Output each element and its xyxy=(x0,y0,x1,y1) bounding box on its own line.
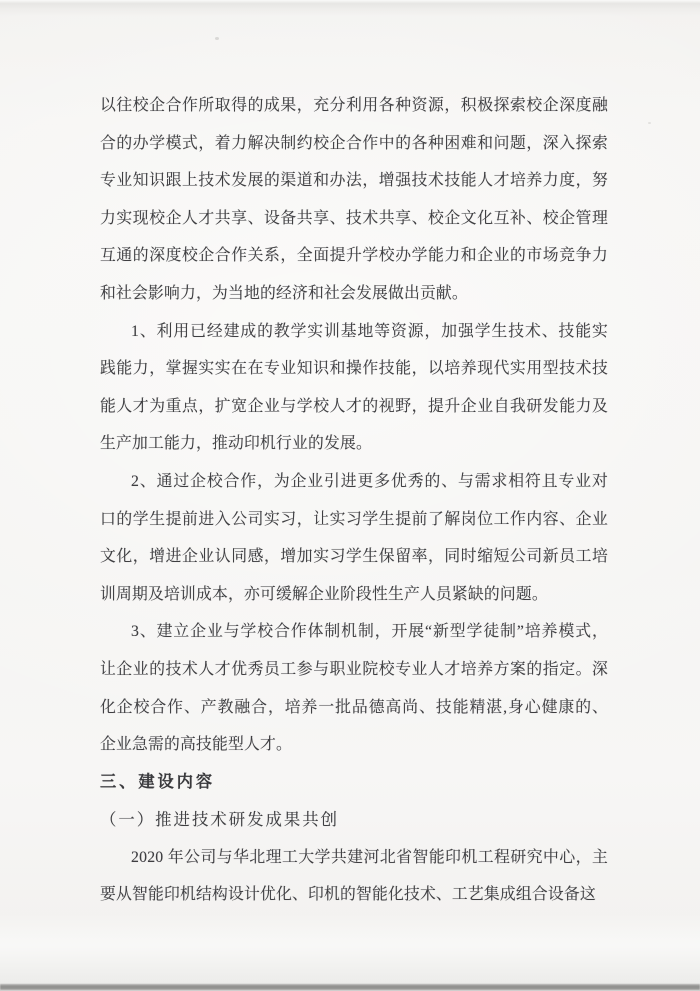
sub-section-heading: （一）推进技术研发成果共创 xyxy=(100,810,340,830)
text-line: 和社会影响力，为当地的经济和社会发展做出贡献。 xyxy=(100,284,468,302)
document-text xyxy=(100,87,608,914)
scan-speck xyxy=(648,122,651,124)
text-line: 专业知识跟上技术发展的渠道和办法，增强技术技能人才培养力度，努 xyxy=(100,172,608,190)
text-line: 互通的深度校企合作关系，全面提升学校办学能力和企业的市场竞争力 xyxy=(100,247,608,265)
text-line: 要从智能印机结构设计优化、印机的智能化技术、工艺集成组合设备这 xyxy=(100,886,596,904)
text-line: 口的学生提前进入公司实习，让实习学生提前了解岗位工作内容、企业 xyxy=(100,510,608,528)
text-line: 践能力，掌握实实在在专业知识和操作技能，以培养现代实用型技术技 xyxy=(100,360,608,378)
text-line: 生产加工能力，推动印机行业的发展。 xyxy=(100,435,372,453)
text-line: 合的办学模式，着力解决制约校企合作中的各种困难和问题，深入探索 xyxy=(100,134,608,152)
text-line: 训周期及培训成本，亦可缓解企业阶段性生产人员紧缺的问题。 xyxy=(100,585,548,603)
scan-speck xyxy=(215,37,219,40)
text-line: 3、建立企业与学校合作体制机制，开展“新型学徒制”培养模式， xyxy=(131,623,608,641)
text-line: 文化，增进企业认同感，增加实习学生保留率，同时缩短公司新员工培 xyxy=(100,548,608,566)
section-heading: 三、建设内容 xyxy=(100,772,216,791)
text-line: 力实现校企人才共享、设备共享、技术共享、校企文化互补、校企管理 xyxy=(100,209,608,227)
text-line: 2、通过企校合作，为企业引进更多优秀的、与需求相符且专业对 xyxy=(131,472,608,490)
scan-top-edge-shade xyxy=(0,0,700,16)
text-line: 1、利用已经建成的教学实训基地等资源，加强学生技术、技能实 xyxy=(131,322,608,340)
text-line: 2020 年公司与华北理工大学共建河北省智能印机工程研究中心，主 xyxy=(131,848,608,866)
text-line: 化企校合作、产教融合，培养一批品德高尚、技能精湛,身心健康的、 xyxy=(100,698,608,716)
text-line: 能人才为重点，扩宽企业与学校人才的视野，提升企业自我研发能力及 xyxy=(100,397,608,415)
text-line: 企业急需的高技能型人才。 xyxy=(100,736,292,754)
scan-bottom-shade xyxy=(0,914,700,984)
text-line: 以往校企合作所取得的成果，充分利用各种资源，积极探索校企深度融 xyxy=(100,97,608,114)
text-line: 让企业的技术人才优秀员工参与职业院校专业人才培养方案的指定。深 xyxy=(100,660,608,678)
